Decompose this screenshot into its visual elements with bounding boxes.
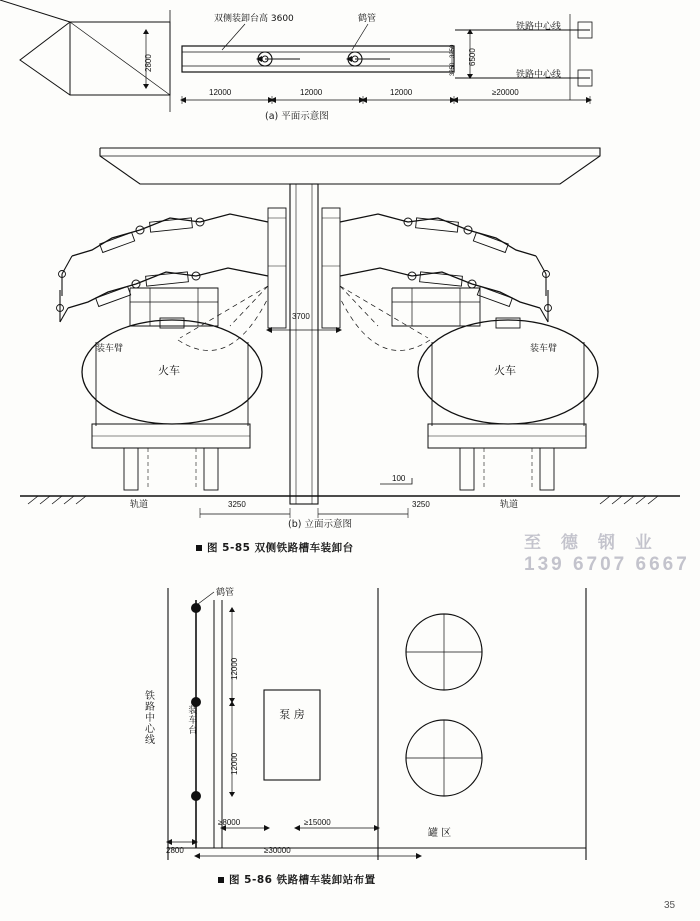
figure-b-rail-right-label: 轨道 [500,500,519,510]
figure-b-dim-right: 3250 [412,500,430,509]
figure-b-tank-left-label: 火车 [158,364,180,377]
figure-a-dim-3: 12000 [390,88,413,97]
figure-c-loading-platform-label: 装车台 [186,705,197,735]
figure-a-small-dim-1: 3250 [450,44,456,58]
figure-a-sub-caption: (a) 平面示意图 [265,111,329,122]
figure-b-sub-caption: (b) 立面示意图 [288,519,352,530]
figure-b-center-dim: 3700 [292,312,310,321]
figure-c-drawing [0,580,700,880]
figure-c-dim-h1: ≥8000 [218,818,241,827]
figure-a-dim-4: ≥20000 [492,88,519,97]
figure-c-dim-h2: ≥15000 [304,818,331,827]
figure-c-rail-center-line-label: 铁路中心线 [142,690,154,745]
figure-c-dim-v1: 12000 [230,657,239,680]
figure-b-drawing [0,126,700,526]
figure-a-rail-center-bottom-label: 铁路中心线 [516,70,562,80]
caption-figure-5-86 [218,872,376,887]
figure-a-small-dim-2: 3250 [450,62,456,76]
figure-b-dim-left: 3250 [228,500,246,509]
caption-figure-5-85 [196,540,354,555]
figure-b-loading-arm-right-label: 装车臂 [530,344,558,354]
figure-a-dim-1: 12000 [209,88,232,97]
figure-a-gap-dim: 6500 [468,48,477,66]
figure-a-drawing [0,0,700,130]
caption-5-86-text: 图 5-86 铁路槽车装卸站布置 [229,874,376,886]
figure-a-rail-center-top-label: 铁路中心线 [516,22,562,32]
figure-c-pump-house-label: 泵 房 [279,708,305,721]
figure-b-tank-right-label: 火车 [494,364,516,377]
figure-c-crane-pipe-label: 鹤管 [216,588,235,598]
figure-b-slope-note: 100 [392,474,406,483]
figure-a-platform-label: 双侧装卸台高 3600 [214,14,294,24]
figure-c-dim-left: 2800 [166,846,184,855]
figure-a-dim-2: 12000 [300,88,323,97]
watermark-line-1: 至 德 钢 业 [524,533,659,553]
watermark-line-2: 139 6707 6667 [524,554,690,575]
figure-a-height-dim: 2800 [144,54,153,72]
figure-c-tank-farm-label: 罐 区 [428,828,452,839]
figure-c-dim-v2: 12000 [230,752,239,775]
figure-c-dim-h3: ≥30000 [264,846,291,855]
figure-a-crane-pipe-label: 鹤管 [358,14,377,24]
figure-b-loading-arm-left-label: 装车臂 [96,344,124,354]
caption-5-85-text: 图 5-85 双侧铁路槽车装卸台 [207,542,354,554]
page-number: 35 [664,900,676,911]
figure-b-rail-left-label: 轨道 [130,500,149,510]
